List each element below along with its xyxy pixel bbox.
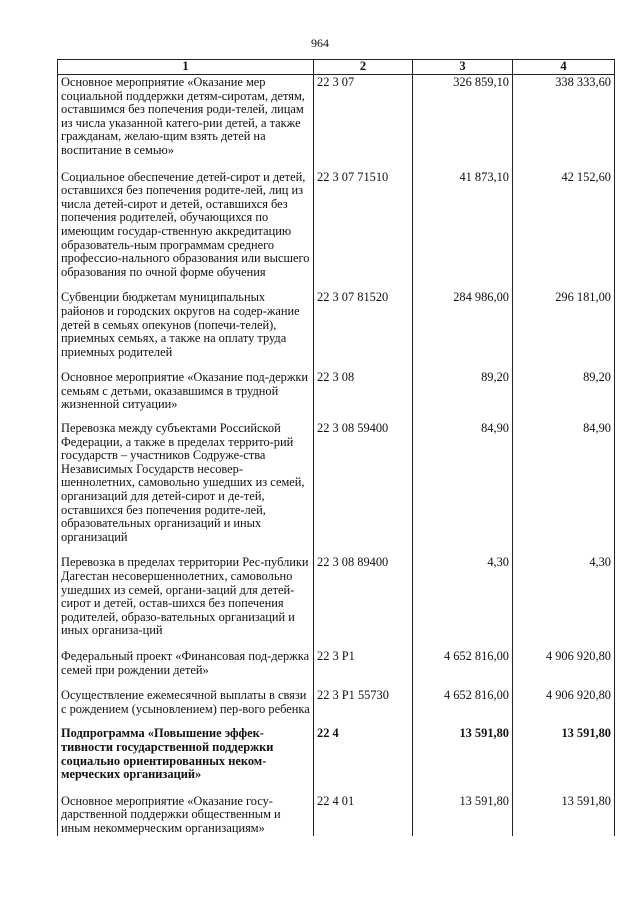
row-value-col4-cell: 4 906 920,80 [513, 688, 615, 726]
row-code-cell: 22 3 07 81520 [314, 290, 413, 370]
row-code-cell: 22 3 07 [314, 75, 413, 170]
row-value-col3-cell: 284 986,00 [413, 290, 513, 370]
table-row [58, 726, 615, 793]
column-header-2: 2 [314, 60, 413, 75]
row-code-cell: 22 3 07 71510 [314, 170, 413, 291]
row-name-cell: Перевозка в пределах территории Рес-публики Дагестан несовершеннолетних, самовольно ушедших из семей, органи-заций для детей-сирот и детей, остав-шихся без попечения родителей, образо-вательных организаций и иных организа-ций [58, 555, 314, 649]
row-name-cell: Основное мероприятие «Оказание под-держки семьям с детьми, оказавшимся в трудной жизненной ситуации» [58, 370, 314, 421]
row-code-cell: 22 4 [314, 726, 413, 793]
row-name-cell: Субвенции бюджетам муниципальных районов и городских округов на содер-жание детей в семьях опекунов (попечи-телей), приемных семьях, а также на оплату труда приемных родителей [58, 290, 314, 370]
row-value-col4-cell: 89,20 [513, 370, 615, 421]
row-name-cell: Осуществление ежемесячной выплаты в связи с рождением (усыновлением) пер-вого ребенка [58, 688, 314, 726]
row-name-cell: Перевозка между субъектами Российской Федерации, а также в пределах террито-рий государств – участников Содруже-ства Независимых Государств несовер-шеннолетних, самовольно ушедших из семей, организаций для детей-сирот и де-тей, оставшихся без попечения родите-лей, образовательных организаций и иных организаций [58, 421, 314, 555]
column-header-4: 4 [513, 60, 615, 75]
row-value-col4-cell: 4 906 920,80 [513, 649, 615, 688]
row-name-cell: Федеральный проект «Финансовая под-держка семей при рождении детей» [58, 649, 314, 688]
table-row [58, 421, 615, 555]
column-header-1: 1 [58, 60, 314, 75]
row-name-cell: Подпрограмма «Повышение эффек-тивности государственной поддержки социально ориентированных неком-мерческих организаций» [58, 726, 314, 793]
row-value-col4-cell: 84,90 [513, 421, 615, 555]
row-value-col4-cell: 338 333,60 [513, 75, 615, 170]
row-value-col3-cell: 13 591,80 [413, 726, 513, 793]
row-code-cell: 22 3 P1 55730 [314, 688, 413, 726]
row-value-col3-cell: 89,20 [413, 370, 513, 421]
row-code-cell: 22 3 08 [314, 370, 413, 421]
table-row [58, 170, 615, 291]
table-row [58, 794, 615, 836]
table-row [58, 688, 615, 726]
row-value-col3-cell: 326 859,10 [413, 75, 513, 170]
table-header-row [58, 60, 615, 75]
row-value-col4-cell: 13 591,80 [513, 794, 615, 836]
table-row [58, 290, 615, 370]
row-value-col3-cell: 4,30 [413, 555, 513, 649]
budget-table [57, 59, 615, 836]
table-row [58, 555, 615, 649]
row-value-col3-cell: 84,90 [413, 421, 513, 555]
table-row [58, 370, 615, 421]
row-value-col4-cell: 296 181,00 [513, 290, 615, 370]
row-value-col4-cell: 4,30 [513, 555, 615, 649]
row-value-col4-cell: 42 152,60 [513, 170, 615, 291]
row-name-cell: Основное мероприятие «Оказание мер социальной поддержки детям-сиротам, детям, оставшимся без попечения роди-телей, лицам из числа указанной катего-рии детей, а также гражданам, желаю-щим взять детей на воспитание в семью» [58, 75, 314, 170]
row-name-cell: Основное мероприятие «Оказание госу-дарственной поддержки общественным и иным некоммерческим организациям» [58, 794, 314, 836]
row-code-cell: 22 3 08 89400 [314, 555, 413, 649]
row-code-cell: 22 4 01 [314, 794, 413, 836]
row-value-col3-cell: 4 652 816,00 [413, 649, 513, 688]
row-code-cell: 22 3 08 59400 [314, 421, 413, 555]
table-row [58, 75, 615, 170]
row-value-col4-cell: 13 591,80 [513, 726, 615, 793]
column-header-3: 3 [413, 60, 513, 75]
row-value-col3-cell: 41 873,10 [413, 170, 513, 291]
row-value-col3-cell: 13 591,80 [413, 794, 513, 836]
row-name-cell: Социальное обеспечение детей-сирот и детей, оставшихся без попечения родите-лей, лиц из числа детей-сирот и детей, оставшихся без попечения родителей, обучающихся по имеющим государ-ственную аккредитацию образователь-ным программам среднего профессио-нального образования или высшего образования по очной форме обучения [58, 170, 314, 291]
row-value-col3-cell: 4 652 816,00 [413, 688, 513, 726]
page-number: 964 [311, 36, 329, 50]
table-row [58, 649, 615, 688]
row-code-cell: 22 3 P1 [314, 649, 413, 688]
